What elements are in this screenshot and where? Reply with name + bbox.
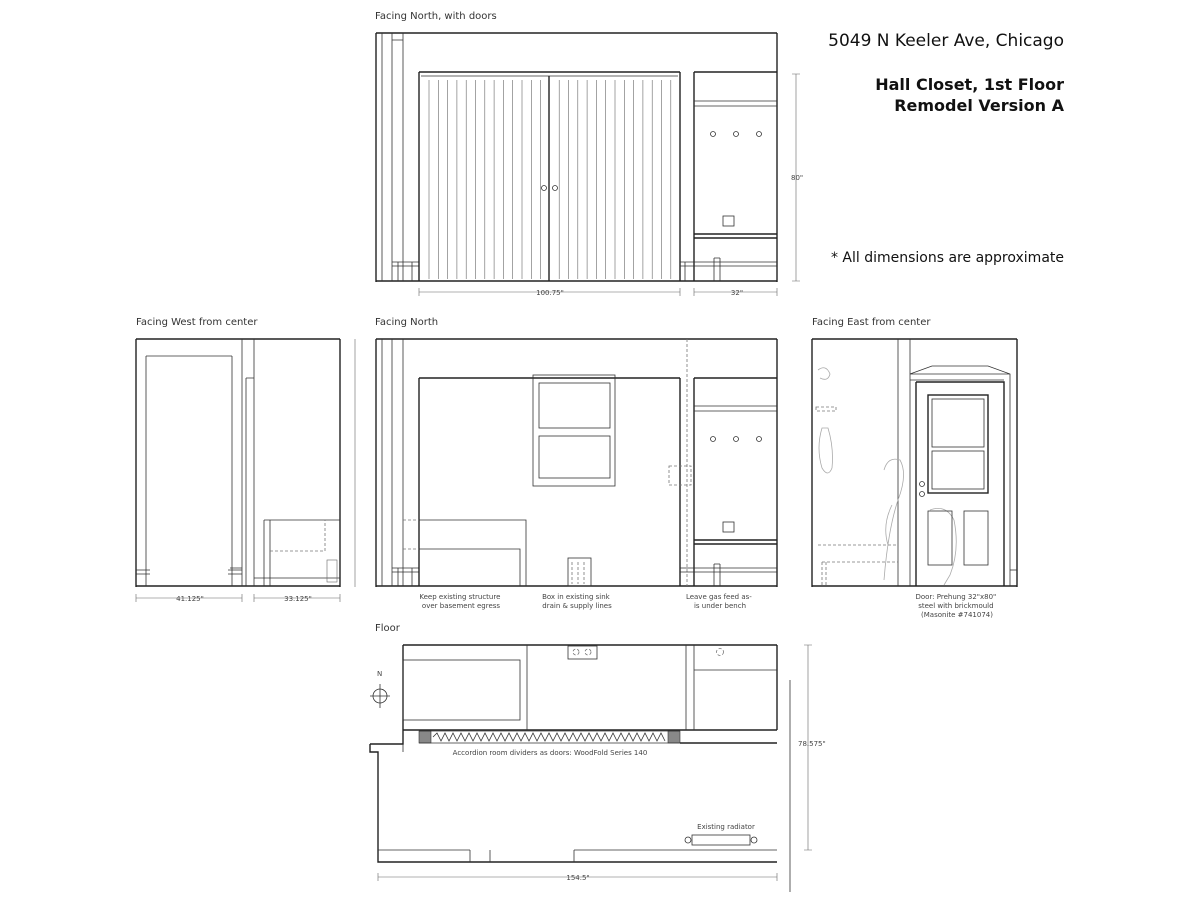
- note-door-spec: Door: Prehung 32"x80" steel with brickmould (Masonite #741074): [915, 593, 997, 619]
- note-accordion-doors: Accordion room dividers as doors: WoodFold Series 140: [452, 749, 648, 757]
- door-glass-frame: [928, 395, 988, 493]
- accordion-door-track: [419, 731, 680, 743]
- door-knob-right: [553, 186, 558, 191]
- note-basement-egress: Keep existing structure over basement egress: [419, 593, 501, 610]
- outlet-box: [723, 216, 734, 226]
- bench-top-left: [403, 660, 520, 720]
- approximate-note: * All dimensions are approximate: [830, 250, 1064, 266]
- dim-west-left: 41.125": [176, 595, 204, 603]
- title-line-1: Hall Closet, 1st Floor: [875, 75, 1064, 94]
- view-label-floor: Floor: [375, 623, 400, 634]
- door-knob-left: [542, 186, 547, 191]
- title-line-2: Remodel Version A: [894, 96, 1064, 115]
- radiator-icon: [685, 835, 757, 845]
- dim-west-right: 33.125": [284, 595, 312, 603]
- north-label: N: [377, 670, 383, 678]
- note-sink-box: Box in existing sink drain & supply lines: [542, 593, 612, 610]
- north-compass-icon: [370, 684, 390, 708]
- view-label-north: Facing North: [375, 317, 439, 328]
- dim-door-width: 100.75": [536, 289, 564, 297]
- view-label-west: Facing West from center: [136, 317, 258, 328]
- dim-height: 80": [791, 174, 804, 182]
- dim-floor-depth: 78.575": [798, 740, 826, 748]
- elevation-west: [136, 317, 355, 603]
- dim-bench-width: 32": [730, 289, 744, 297]
- elevation-north-with-doors: [375, 11, 803, 297]
- note-radiator: Existing radiator: [697, 823, 755, 831]
- address: 5049 N Keeler Ave, Chicago: [828, 31, 1064, 51]
- floor-plan: [370, 623, 826, 892]
- coat-hook: [711, 132, 716, 137]
- dim-floor-width: 154.5": [566, 874, 590, 882]
- view-label-east: Facing East from center: [812, 317, 931, 328]
- elevation-north: [375, 317, 777, 610]
- elevation-east: [812, 317, 1017, 619]
- sink-box: [568, 558, 591, 586]
- window: [533, 375, 615, 486]
- sink-box: [327, 560, 337, 582]
- accordion-door-panels: [429, 80, 671, 279]
- note-gas-feed: Leave gas feed as- is under bench: [685, 593, 752, 610]
- coat-hook: [757, 132, 762, 137]
- coat-hook: [734, 132, 739, 137]
- view-label-north-doors: Facing North, with doors: [375, 11, 497, 22]
